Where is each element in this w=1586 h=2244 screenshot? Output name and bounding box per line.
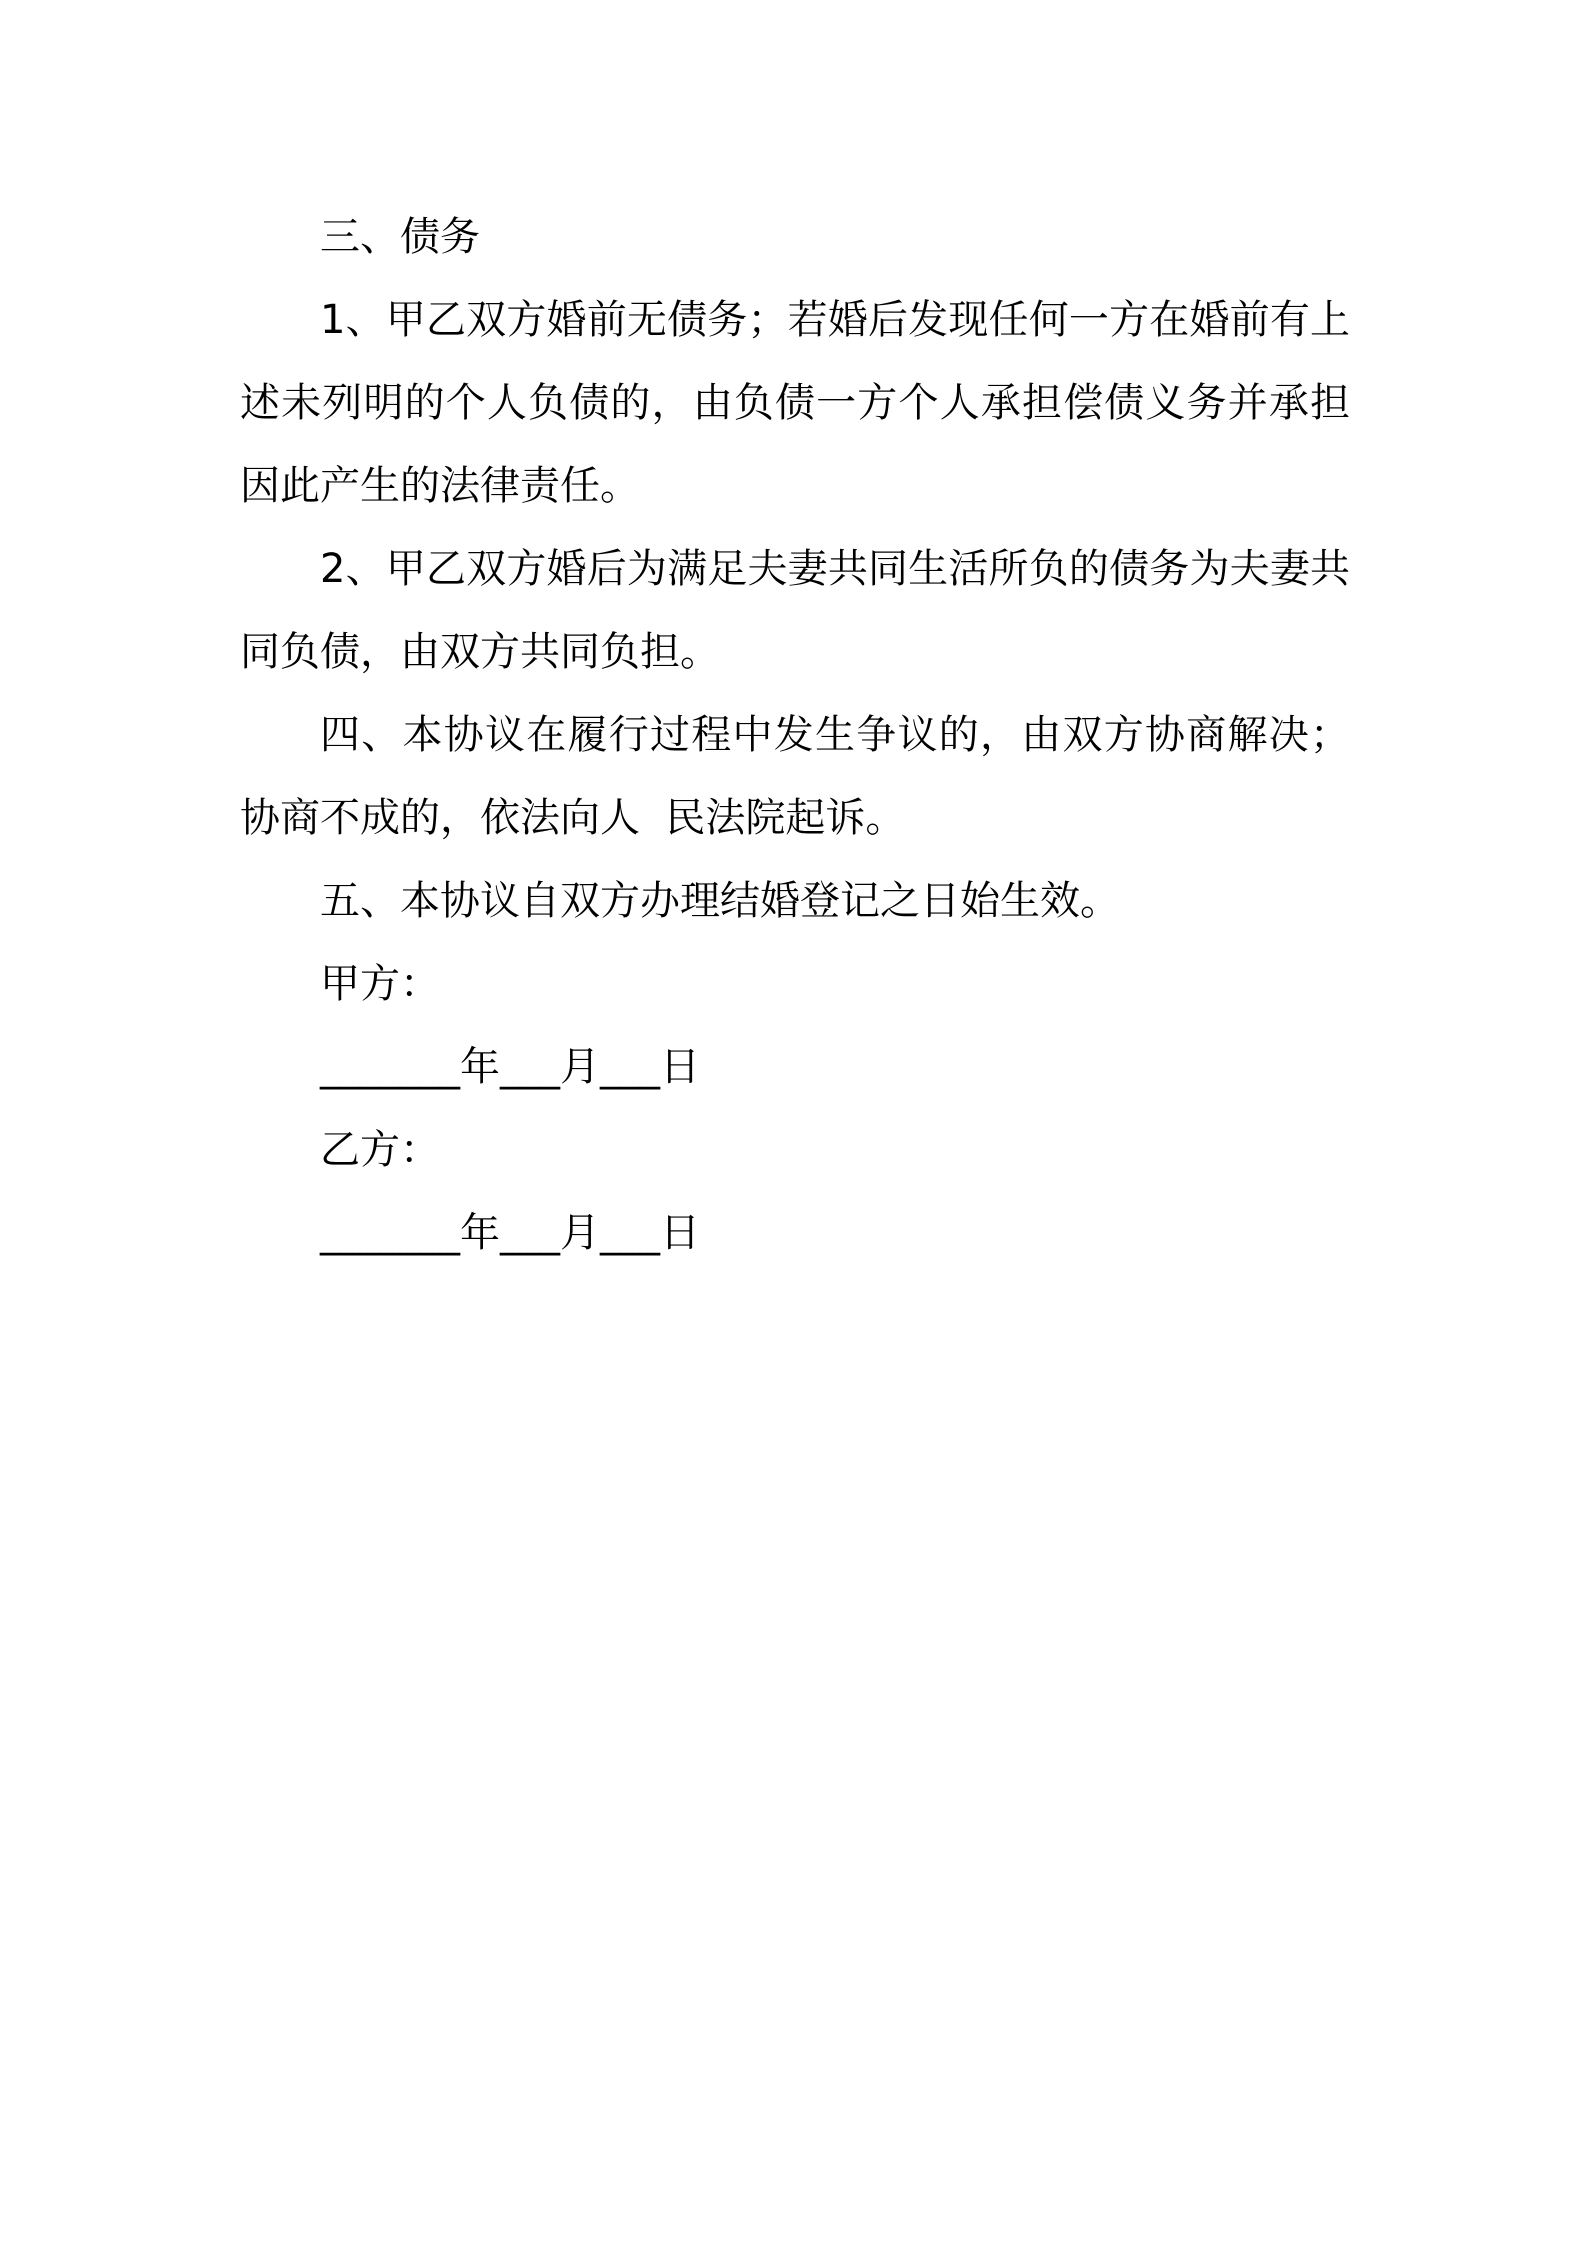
party-a-date-line: _______年___月___日 bbox=[320, 1044, 700, 1090]
party-b-label: 乙方： bbox=[320, 1127, 440, 1173]
dispute-clause: 四、本协议在履行过程中发生争议的，由双方协商解决；协商不成的，依法向人 民法院起诉。 bbox=[240, 712, 1350, 841]
section-heading-debt: 三、债务 bbox=[320, 214, 480, 260]
effective-clause: 五、本协议自双方办理结婚登记之日始生效。 bbox=[320, 878, 1120, 924]
document-body bbox=[240, 196, 1350, 1275]
debt-clause-2: 2、甲乙双方婚后为满足夫妻共同生活所负的债务为夫妻共同负债，由双方共同负担。 bbox=[240, 546, 1350, 675]
party-a-label: 甲方： bbox=[320, 961, 440, 1007]
debt-clause-1: 1、甲乙双方婚前无债务；若婚后发现任何一方在婚前有上述未列明的个人负债的，由负债一方个人承担偿债义务并承担因此产生的法律责任。 bbox=[240, 297, 1350, 509]
party-b-date-line: _______年___月___日 bbox=[320, 1210, 700, 1256]
